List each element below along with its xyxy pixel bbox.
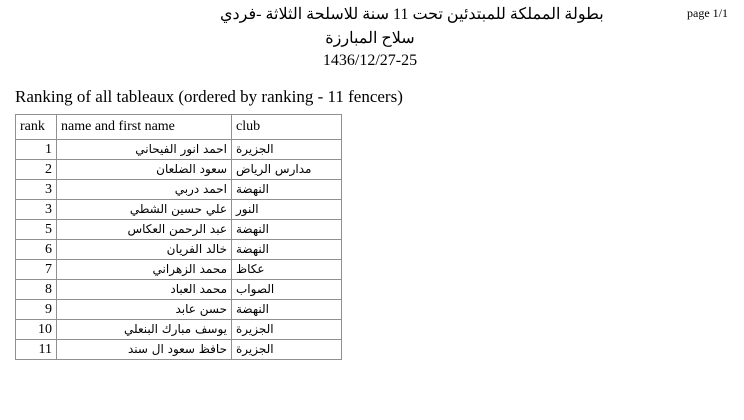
fencer-name-cell: عبد الرحمن العكاس xyxy=(57,220,232,240)
rank-column-header: rank xyxy=(16,115,57,140)
weapon-subtitle: سلاح المبارزة xyxy=(325,30,415,47)
club-cell: النهضة xyxy=(232,180,342,200)
competition-date: 1436/12/27-25 xyxy=(322,52,418,69)
club-cell: الصواب xyxy=(232,280,342,300)
competition-title: بطولة المملكة للمبتدئين تحت 11 سنة للاسلحة الثلاثة -فردي xyxy=(220,6,604,23)
ranking-table xyxy=(15,114,342,360)
club-column-header: club xyxy=(232,115,342,140)
club-cell: الجزيرة xyxy=(232,340,342,360)
fencer-name-cell: محمد الزهراني xyxy=(57,260,232,280)
fencer-name-cell: حافظ سعود ال سند xyxy=(57,340,232,360)
rank-cell: 3 xyxy=(16,180,57,200)
rank-cell: 8 xyxy=(16,280,57,300)
name-column-header: name and first name xyxy=(57,115,232,140)
table-row xyxy=(16,300,342,320)
table-row xyxy=(16,180,342,200)
club-cell: النهضة xyxy=(232,220,342,240)
club-cell: عكاظ xyxy=(232,260,342,280)
ranking-table-head xyxy=(16,115,342,140)
fencer-name-cell: يوسف مبارك البنعلي xyxy=(57,320,232,340)
table-row xyxy=(16,340,342,360)
ranking-table-body xyxy=(16,140,342,360)
club-cell: النهضة xyxy=(232,300,342,320)
table-row xyxy=(16,320,342,340)
fencer-name-cell: محمد العباد xyxy=(57,280,232,300)
page-indicator: page 1/1 xyxy=(687,6,728,20)
fencer-name-cell: احمد دربي xyxy=(57,180,232,200)
table-header-row xyxy=(16,115,342,140)
fencer-name-cell: حسن عابد xyxy=(57,300,232,320)
rank-cell: 2 xyxy=(16,160,57,180)
rank-cell: 5 xyxy=(16,220,57,240)
rank-cell: 3 xyxy=(16,200,57,220)
rank-cell: 7 xyxy=(16,260,57,280)
table-row xyxy=(16,200,342,220)
table-row xyxy=(16,160,342,180)
rank-cell: 1 xyxy=(16,140,57,160)
club-cell: النهضة xyxy=(232,240,342,260)
rank-cell: 6 xyxy=(16,240,57,260)
table-row xyxy=(16,280,342,300)
club-cell: الجزيرة xyxy=(232,140,342,160)
ranking-heading: Ranking of all tableaux (ordered by ranking - 11 fencers) xyxy=(15,87,403,106)
rank-cell: 9 xyxy=(16,300,57,320)
club-cell: الجزيرة xyxy=(232,320,342,340)
table-row xyxy=(16,140,342,160)
fencer-name-cell: احمد انور الفيحاني xyxy=(57,140,232,160)
club-cell: النور xyxy=(232,200,342,220)
fencer-name-cell: سعود الضلعان xyxy=(57,160,232,180)
fencer-name-cell: علي حسين الشطي xyxy=(57,200,232,220)
document-header xyxy=(0,0,744,72)
fencer-name-cell: خالد الفريان xyxy=(57,240,232,260)
rank-cell: 11 xyxy=(16,340,57,360)
table-row xyxy=(16,260,342,280)
rank-cell: 10 xyxy=(16,320,57,340)
table-row xyxy=(16,220,342,240)
table-row xyxy=(16,240,342,260)
club-cell: مدارس الرياض xyxy=(232,160,342,180)
